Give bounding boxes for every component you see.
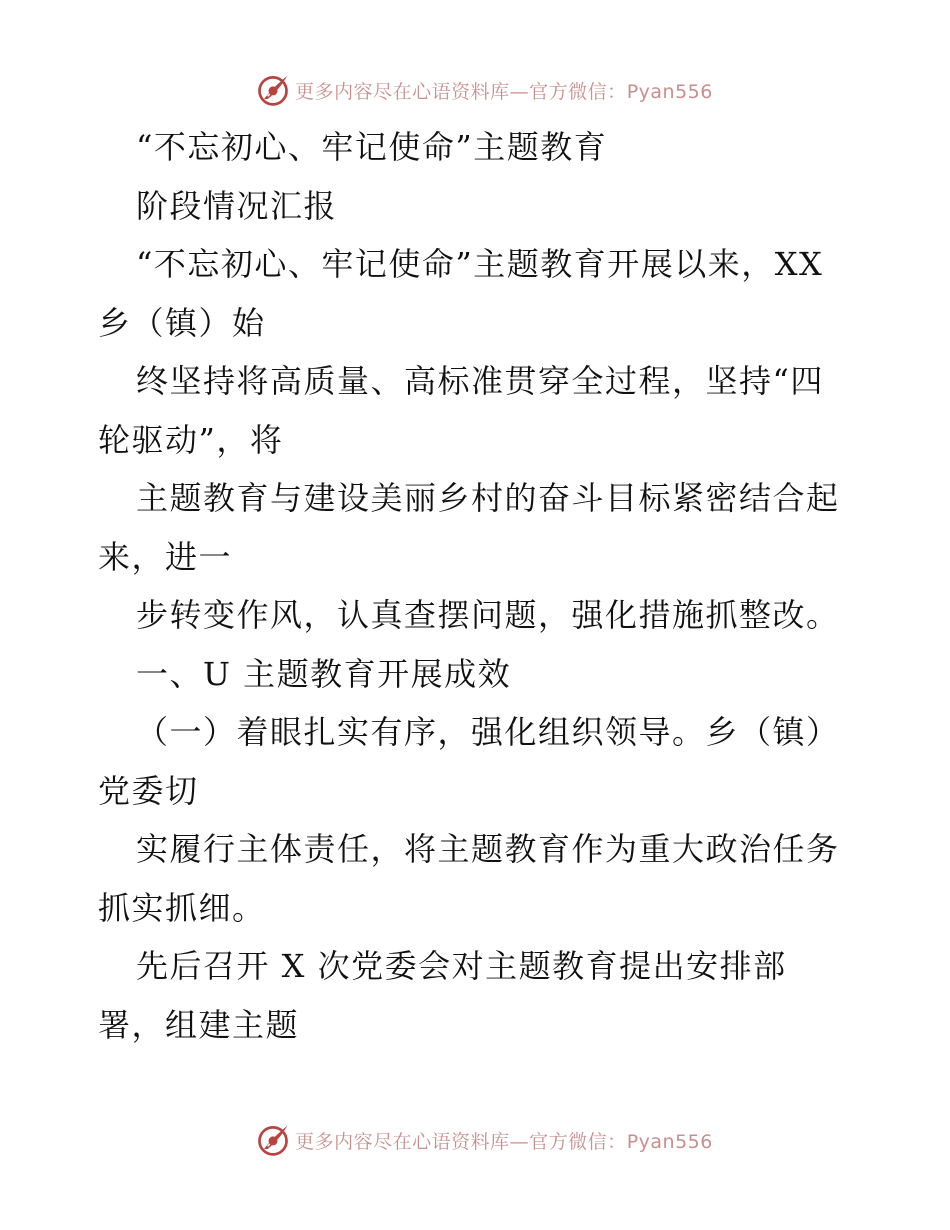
banner-wechat-label: 官方微信： bbox=[529, 80, 627, 103]
banner-separator: — bbox=[509, 80, 530, 103]
header-banner-content bbox=[255, 72, 713, 108]
document-line: 先后召开 X 次党委会对主题教育提出安排部 bbox=[136, 947, 787, 985]
banner-main-text: 更多内容尽在心语资料库 bbox=[295, 80, 510, 103]
banner-wechat-id: Pyan556 bbox=[626, 1130, 713, 1153]
banner-text bbox=[295, 1127, 713, 1154]
document-line: 实履行主体责任，将主题教育作为重大政治任务 bbox=[136, 830, 840, 868]
quill-logo-icon bbox=[255, 1122, 291, 1158]
footer-banner-content bbox=[255, 1122, 713, 1158]
document-line: 党委切 bbox=[98, 771, 199, 810]
quill-logo-icon bbox=[255, 72, 291, 108]
document-line: 轮驱动”，将 bbox=[98, 420, 284, 459]
document-line: 阶段情况汇报 bbox=[136, 186, 338, 225]
document-line: “不忘初心、牢记使命”主题教育开展以来，XX bbox=[136, 245, 824, 283]
document-line: 主题教育与建设美丽乡村的奋斗目标紧密结合起 bbox=[136, 479, 840, 517]
document-line: 署，组建主题 bbox=[98, 1005, 300, 1044]
document-line: 乡（镇）始 bbox=[98, 303, 266, 342]
document-line: 步转变作风，认真查摆问题，强化措施抓整改。 bbox=[136, 596, 840, 634]
document-line: 终坚持将高质量、高标准贯穿全过程，坚持“四 bbox=[136, 362, 824, 400]
document-body bbox=[98, 118, 858, 1054]
document-line: （一）着眼扎实有序，强化组织领导。乡（镇） bbox=[136, 713, 840, 751]
document-line: “不忘初心、牢记使命”主题教育 bbox=[136, 128, 608, 166]
banner-main-text: 更多内容尽在心语资料库 bbox=[295, 1130, 510, 1153]
footer-banner bbox=[0, 1120, 950, 1160]
document-line: 来，进一 bbox=[98, 537, 233, 576]
document-line: 抓实抓细。 bbox=[98, 888, 266, 927]
document-line: 一、U 主题教育开展成效 bbox=[136, 654, 512, 693]
banner-wechat-id: Pyan556 bbox=[626, 80, 713, 103]
banner-text bbox=[295, 77, 713, 104]
header-banner bbox=[0, 70, 950, 110]
banner-separator: — bbox=[509, 1130, 530, 1153]
banner-wechat-label: 官方微信： bbox=[529, 1130, 627, 1153]
